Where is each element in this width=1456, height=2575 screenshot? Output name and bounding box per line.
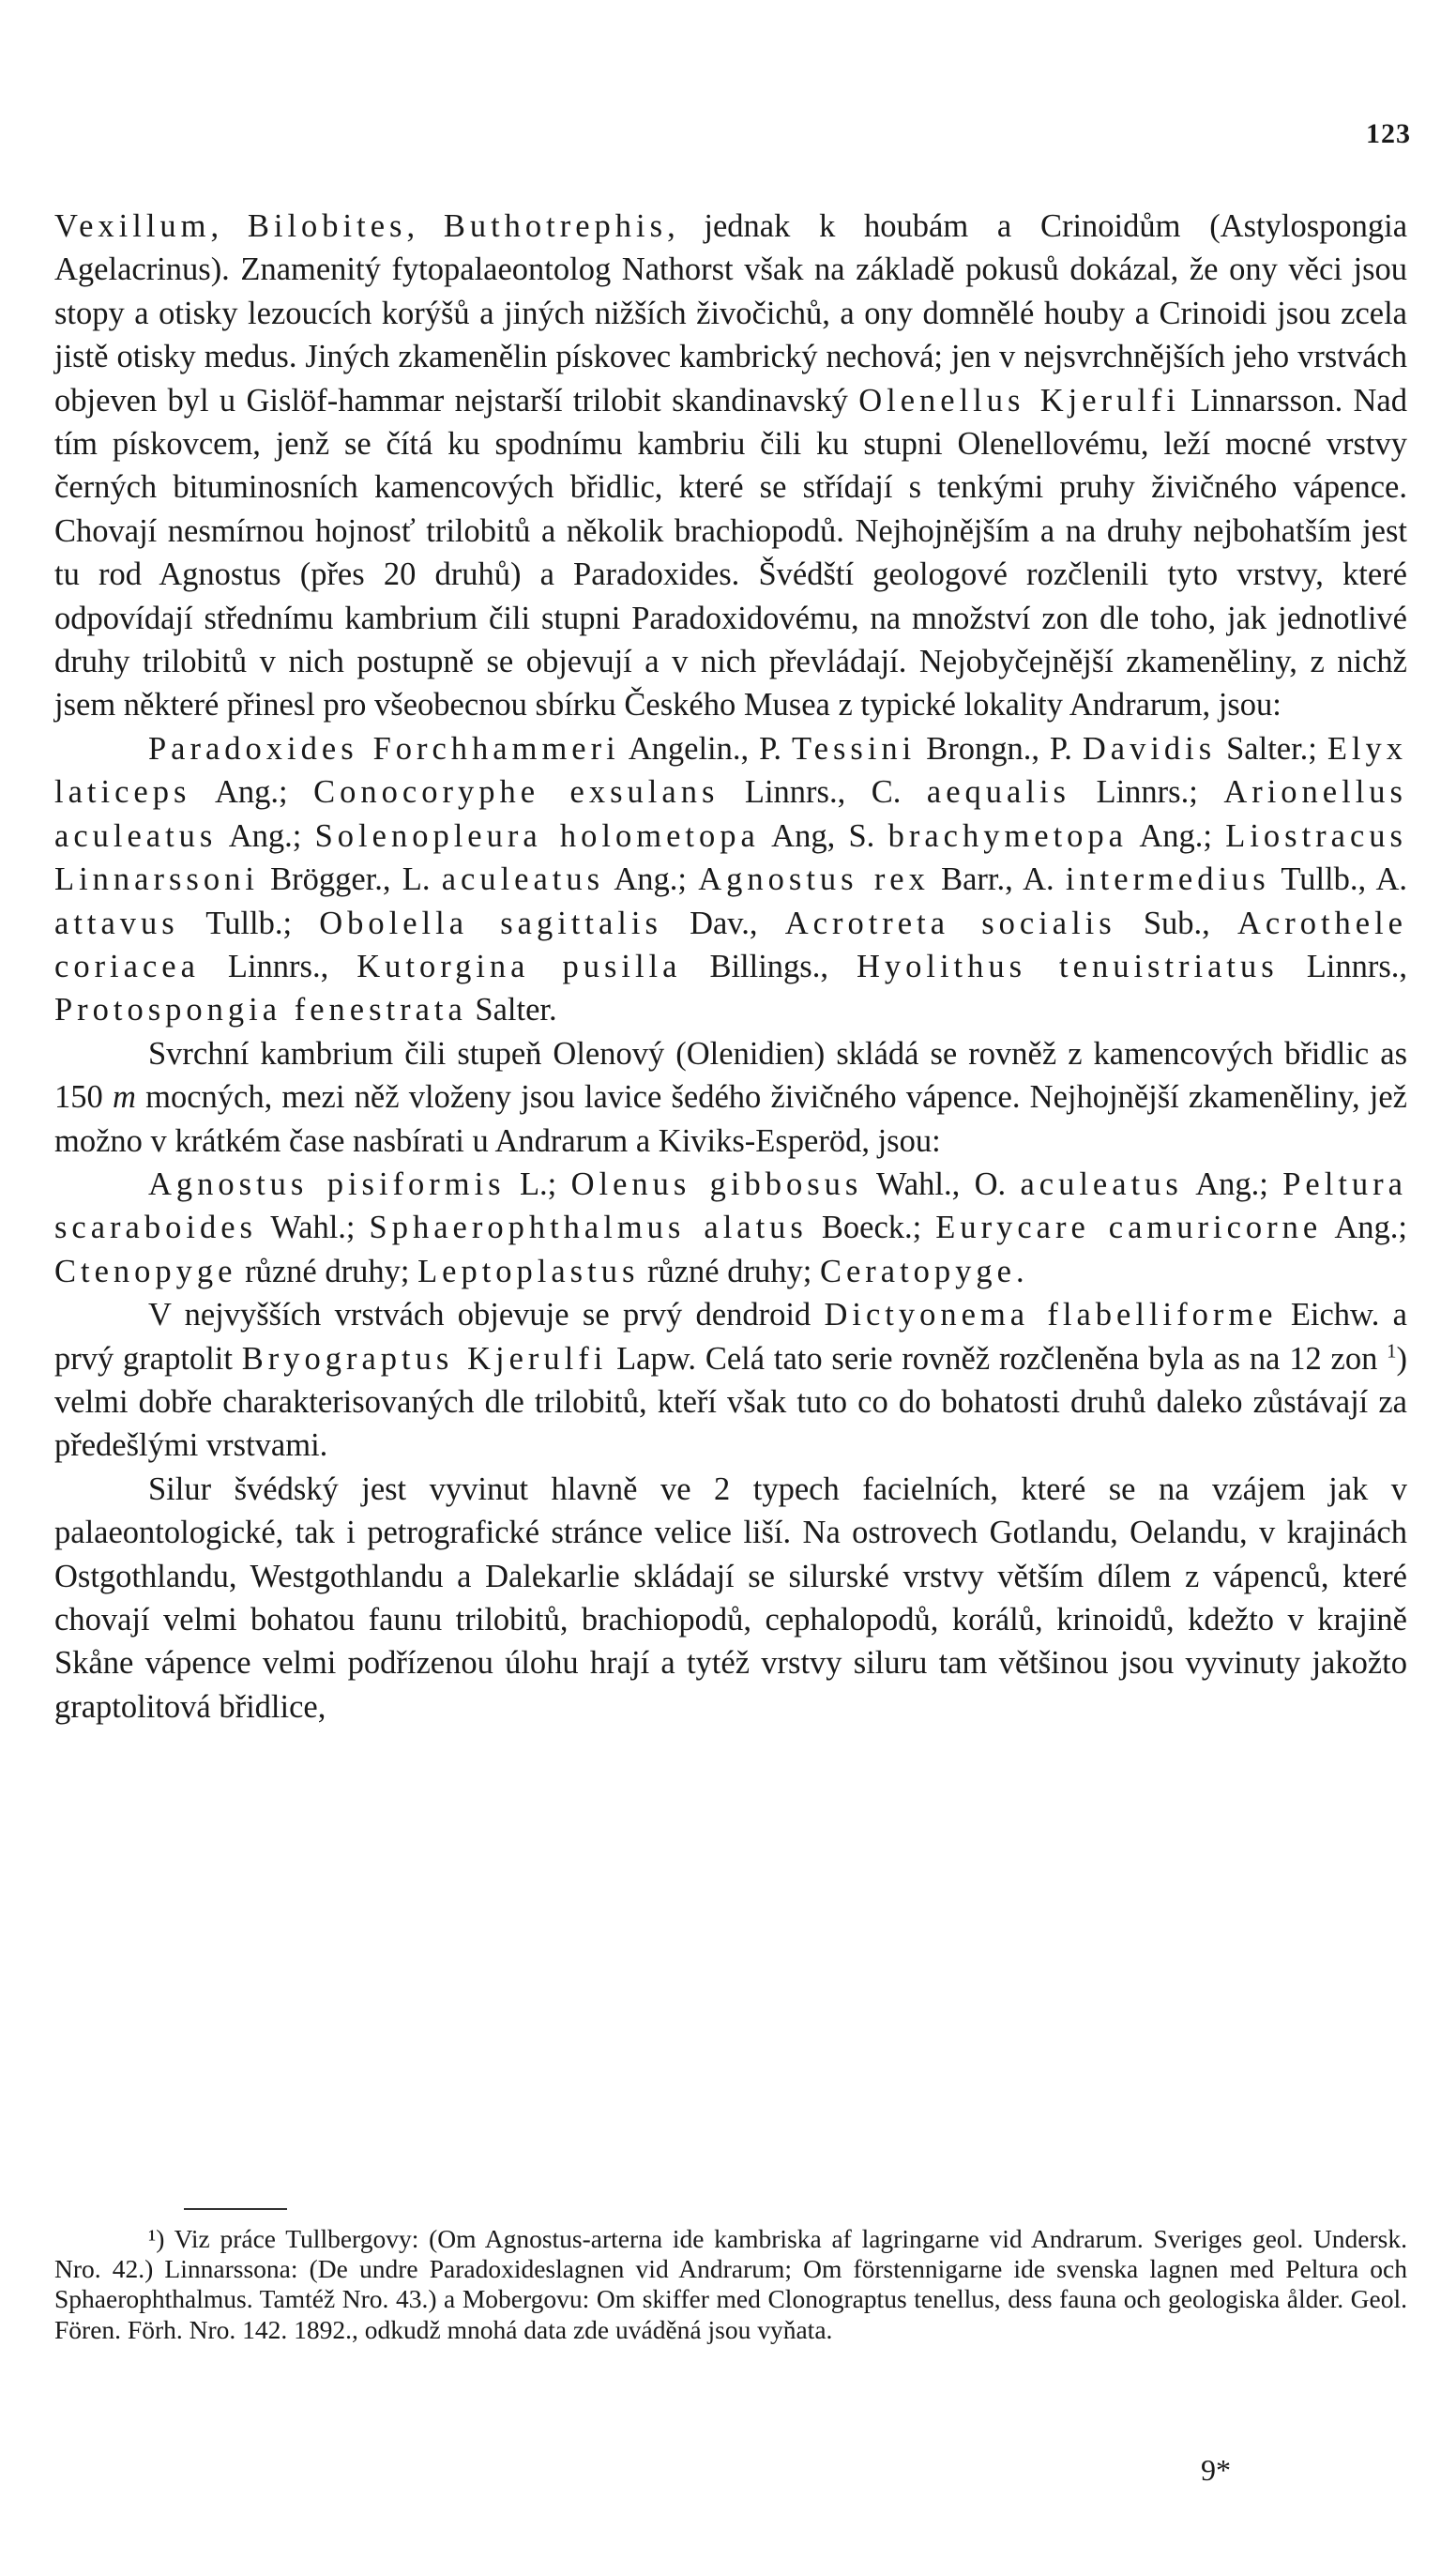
text-run: V nejvyšších vrstvách objevuje se prvý dendroid (148, 1297, 825, 1333)
paragraph (54, 205, 1407, 727)
unit-text: m (112, 1079, 136, 1116)
taxon-name: Protospongia fenestrata (54, 992, 467, 1028)
footnote-reference: 1 (1387, 1341, 1397, 1363)
taxon-name: Agnostus pisiformis (148, 1166, 506, 1202)
paragraph (54, 727, 1407, 1032)
text-run: , (210, 208, 248, 244)
paragraph (54, 1163, 1407, 1293)
taxon-name: intermedius (1065, 861, 1270, 898)
text-run: Barr., A. (929, 861, 1066, 898)
text-run: , (406, 208, 444, 244)
text-run: Eichw. a prvý graptolit (54, 1297, 1407, 1377)
taxon-name: Olenellus Kjerulfi (858, 382, 1180, 419)
text-run: různé druhy; (639, 1253, 820, 1289)
taxon-name: Agnostus rex (698, 861, 930, 898)
text-run: Brongn., P. (916, 730, 1083, 767)
taxon-name: Solenopleura holometopa (314, 817, 760, 854)
text-run: Sub., (1115, 905, 1237, 941)
text-run: , jednak k houbám a Crinoidům (Astylospongia Agelacrinus). Znamenitý fytopalaeontolog Nathorst však na základě pokusů dokázal, že ony věci jsou stopy a otisky lezoucích korýšů a jiných nižších živočichů, a ony domnělé houby a Crinoidi jsou zcela jistě otisky medus. Jiných zkamenělin pískovec kambrický nechová; jen v nejsvrchnějších jeho vrstvách objeven byl u Gislöf-hammar nejstarší trilobit skandinavský (54, 208, 1408, 419)
text-run: ) velmi dobře charakterisovaných dle trilobitů, kteří však tuto co do bohatosti druhů daleko zůstávají za předešlými vrstvami. (54, 1340, 1407, 1464)
body-text (54, 205, 1407, 1729)
taxon-name: Acrothele coriacea (54, 905, 1407, 984)
text-run: Ang.; (1128, 817, 1226, 854)
text-run: Linnrs., C. (719, 774, 927, 811)
taxon-name: Conocoryphe exsulans (313, 774, 720, 811)
taxon-name: Dictyonema flabelliforme (824, 1297, 1278, 1333)
text-run: Linnrs.; (1069, 774, 1224, 811)
taxon-name: Ceratopyge (819, 1253, 1016, 1289)
taxon-name: Tessini (792, 730, 917, 767)
paragraph (54, 1293, 1407, 1468)
text-run: Linnrs., (199, 948, 357, 984)
taxon-name: Bryograptus Kjerulfi (241, 1340, 608, 1377)
text-run: Angelin., P. (619, 730, 792, 767)
taxon-name: Olenus gibbosus (570, 1166, 863, 1202)
footnote-text: Viz práce Tullbergovy: (Om Agnostus-arterna ide kambriska af lagringarne vid Andrarum. Sveriges geol. Undersk. Nro. 42.) Linnarssona: (De undre Paradoxideslagnen vid Andrarum; Om förstennigarne ide svenska lagnen med Peltura och Sphaerophthalmus. Tamtéž Nro. 43.) a Mobergovu: Om skiffer med Clonograptus tenellus, dess fauna och geologiska ålder. Geol. Fören. Förh. Nro. 142. 1892., odkudž mnohá data zde uváděná jsou vyňata. (54, 2224, 1407, 2344)
text-run: Lapw. Celá tato serie rovněž rozčleněna byla as na 12 zon (607, 1340, 1388, 1377)
text-run: Svrchní kambrium čili stupeň Olenový (Olenidien) skládá se rovněž z kamencových břidlic as 150 (54, 1035, 1407, 1116)
text-run: Linnarsson. Nad tím pískovcem, jenž se čítá ku spodnímu kambriu čili ku stupni Olenellovému, leží mocné vrstvy černých bituminosních kamencových břidlic, které se střídají s tenkými pruhy živičného vápence. Chovají nesmírnou hojnosť trilobitů a několik brachiopodů. Nejhojnějším a na druhy nejbohatším jest tu rod Agnostus (přes 20 druhů) a Paradoxides. Švédští geologové rozčlenili tyto vrstvy, které odpovídají střednímu kambrium čili stupni Paradoxidovému, na množství zon dle toho, jak jednotlivé druhy trilobitů v nich postupně se objevují a v nich převládají. Nejobyčejnější zkameněliny, z nichž jsem některé přinesl pro všeobecnou sbírku Českého Musea z typické lokality Andrarum, jsou: (54, 382, 1407, 724)
text-run: Ang.; (1182, 1166, 1283, 1202)
text-run: Ang.; (1322, 1210, 1407, 1246)
taxon-name: aculeatus (1020, 1166, 1183, 1202)
text-run: Ang, S. (759, 817, 888, 854)
signature-mark: 9* (1201, 2453, 1231, 2487)
text-run: Billings., (681, 948, 857, 984)
taxon-name: Kutorgina pusilla (356, 948, 682, 984)
footnote-divider (184, 2208, 287, 2210)
taxon-name: Elyx laticeps (54, 730, 1408, 811)
text-run: Ang.; (604, 861, 699, 898)
taxon-name: Buthotrephis (443, 208, 668, 244)
text-run: Tullb., A. (1269, 861, 1407, 898)
taxon-name: Arionellus aculeatus (54, 774, 1407, 854)
text-run: Ang.; (217, 817, 315, 854)
text-run: Silur švédský jest vyvinut hlavně ve 2 typech facielních, které se na vzájem jak v palaeontologické, tak i petrografické stránce velice liší. Na ostrovech Gotlandu, Oelandu, v krajinách Ostgothlandu, Westgothlandu a Dalekarlie skládají se silurské vrstvy větším dílem z vápenců, které chovají velmi bohatou faunu trilobitů, brachiopodů, cephalopodů, korálů, krinoidů, kdežto v krajině Skåne vápence velmi podřízenou úlohu hrají a tytéž vrstvy siluru tam většinou jsou vyvinuty jakožto graptolitová břidlice, (54, 1470, 1407, 1725)
text-run: Wahl.; (256, 1210, 370, 1246)
taxon-name: Liostracus Linnarssoni (54, 817, 1407, 898)
text-run: Boeck.; (807, 1210, 936, 1246)
text-run: Salter. (466, 992, 557, 1028)
taxon-name: Ctenopyge (54, 1253, 237, 1289)
taxon-name: Vexillum (54, 208, 211, 244)
taxon-name: Sphaerophthalmus alatus (369, 1210, 808, 1246)
taxon-name: Eurycare camuricorne (935, 1210, 1323, 1246)
taxon-name: attavus (54, 905, 179, 941)
text-run: Salter.; (1216, 730, 1327, 767)
text-run: různé druhy; (236, 1253, 418, 1289)
taxon-name: Obolella sagittalis (319, 905, 662, 941)
text-run: Wahl., O. (862, 1166, 1021, 1202)
text-run: Dav., (661, 905, 785, 941)
text-run: . (1015, 1253, 1024, 1289)
paragraph (54, 1468, 1407, 1729)
taxon-name: Davidis (1082, 730, 1217, 767)
taxon-name: Paradoxides Forchhammeri (148, 730, 620, 767)
text-run: L.; (505, 1166, 571, 1202)
footnote (54, 2224, 1407, 2345)
text-run: Ang.; (190, 774, 314, 811)
taxon-name: Hyolithus tenuistriatus (856, 948, 1279, 984)
page-number: 123 (1366, 118, 1411, 149)
footnote-marker: ¹) (148, 2224, 165, 2253)
taxon-name: Bilobites (247, 208, 407, 244)
taxon-name: Peltura scaraboides (54, 1166, 1407, 1246)
text-run: mocných, mezi něž vloženy jsou lavice šedého živičného vápence. Nejhojnější zkameněliny, jež možno v krátkém čase nasbírati u Andrarum a Kiviks-Esperöd, jsou: (54, 1079, 1407, 1159)
taxon-name: aequalis (926, 774, 1070, 811)
paragraph (54, 1032, 1407, 1163)
taxon-name: aculeatus (441, 861, 605, 898)
taxon-name: Leptoplastus (417, 1253, 640, 1289)
text-run: Tullb.; (178, 905, 320, 941)
taxon-name: brachymetopa (887, 817, 1128, 854)
taxon-name: Acrotreta socialis (784, 905, 1116, 941)
text-run: Linnrs., (1278, 948, 1408, 984)
text-run: Brögger., L. (258, 861, 442, 898)
